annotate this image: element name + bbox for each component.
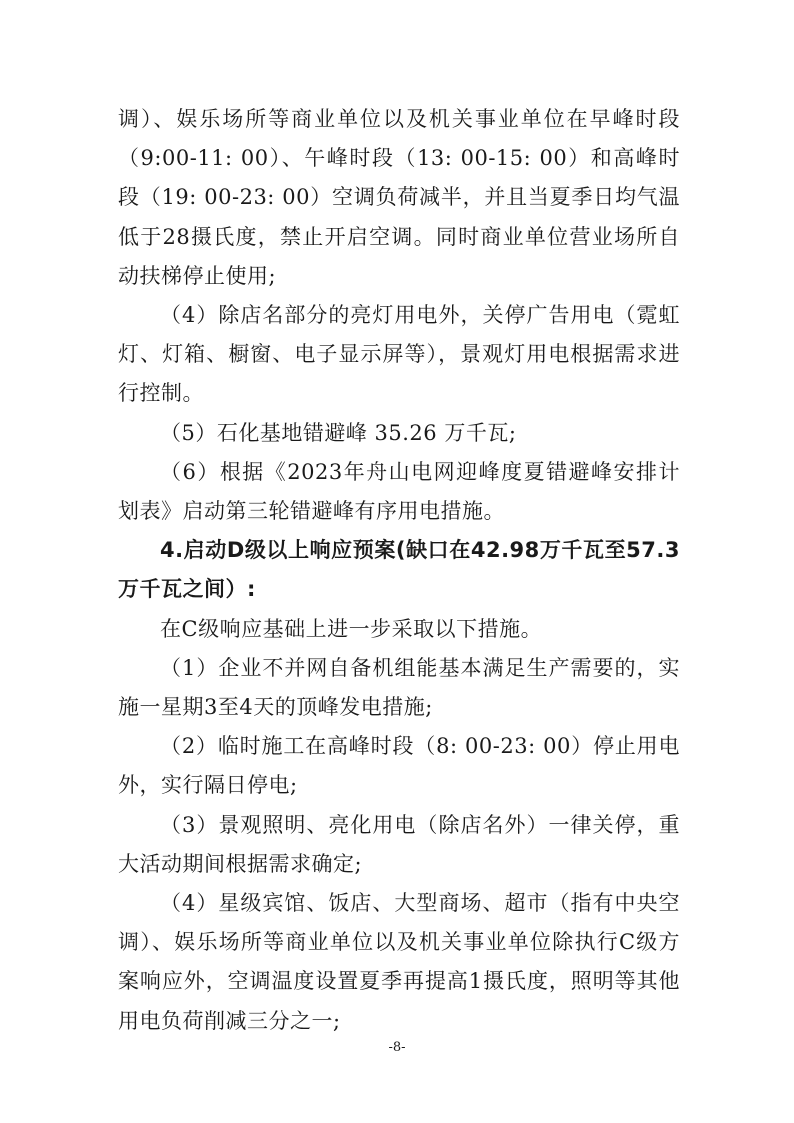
paragraph-third-round-measures: （6）根据《2023年舟山电网迎峰度夏错避峰安排计划表》启动第三轮错避峰有序用电措施。 <box>118 459 680 524</box>
paragraph-temporary-construction: （2）临时施工在高峰时段（8: 00-23: 00）停止用电外，实行隔日停电; <box>118 734 680 798</box>
paragraph-landscape-lighting: （3）景观照明、亮化用电（除店名外）一律关停，重大活动期间根据需求确定; <box>118 812 680 876</box>
paragraph-self-generation: （1）企业不并网自备机组能基本满足生产需要的，实施一星期3至4天的顶峰发电措施; <box>118 655 680 720</box>
paragraph-commercial-units: （4）星级宾馆、饭店、大型商场、超市（指有中央空调）、娱乐场所等商业单位以及机关事业单位除执行C级方案响应外，空调温度设置夏季再提高1摄氏度，照明等其他用电负荷削减三分之一; <box>118 891 680 1033</box>
paragraph-ac-load-reduction: 调）、娱乐场所等商业单位以及机关事业单位在早峰时段（9:00-11: 00）、午峰时段（13: 00-15: 00）和高峰时段（19: 00-23: 00）空调负荷减半，并且当夏季日均气温低于28摄氏度，禁止开启空调。同时商业单位营业场所自动扶梯停止使用; <box>118 107 680 288</box>
section-heading-level-d: 4.启动D级以上响应预案(缺口在42.98万千瓦至57.3万千瓦之间）: <box>118 538 680 602</box>
paragraph-petrochemical-base: （5）石化基地错避峰 35.26 万千瓦; <box>160 420 517 445</box>
body-text <box>118 100 680 1041</box>
paragraph-advertising-lighting: （4）除店名部分的亮灯用电外，关停广告用电（霓虹灯、灯箱、橱窗、电子显示屏等），景观灯用电根据需求进行控制。 <box>118 303 680 406</box>
paragraph-further-measures: 在C级响应基础上进一步采取以下措施。 <box>160 616 543 641</box>
page-number: -8- <box>388 1040 406 1055</box>
